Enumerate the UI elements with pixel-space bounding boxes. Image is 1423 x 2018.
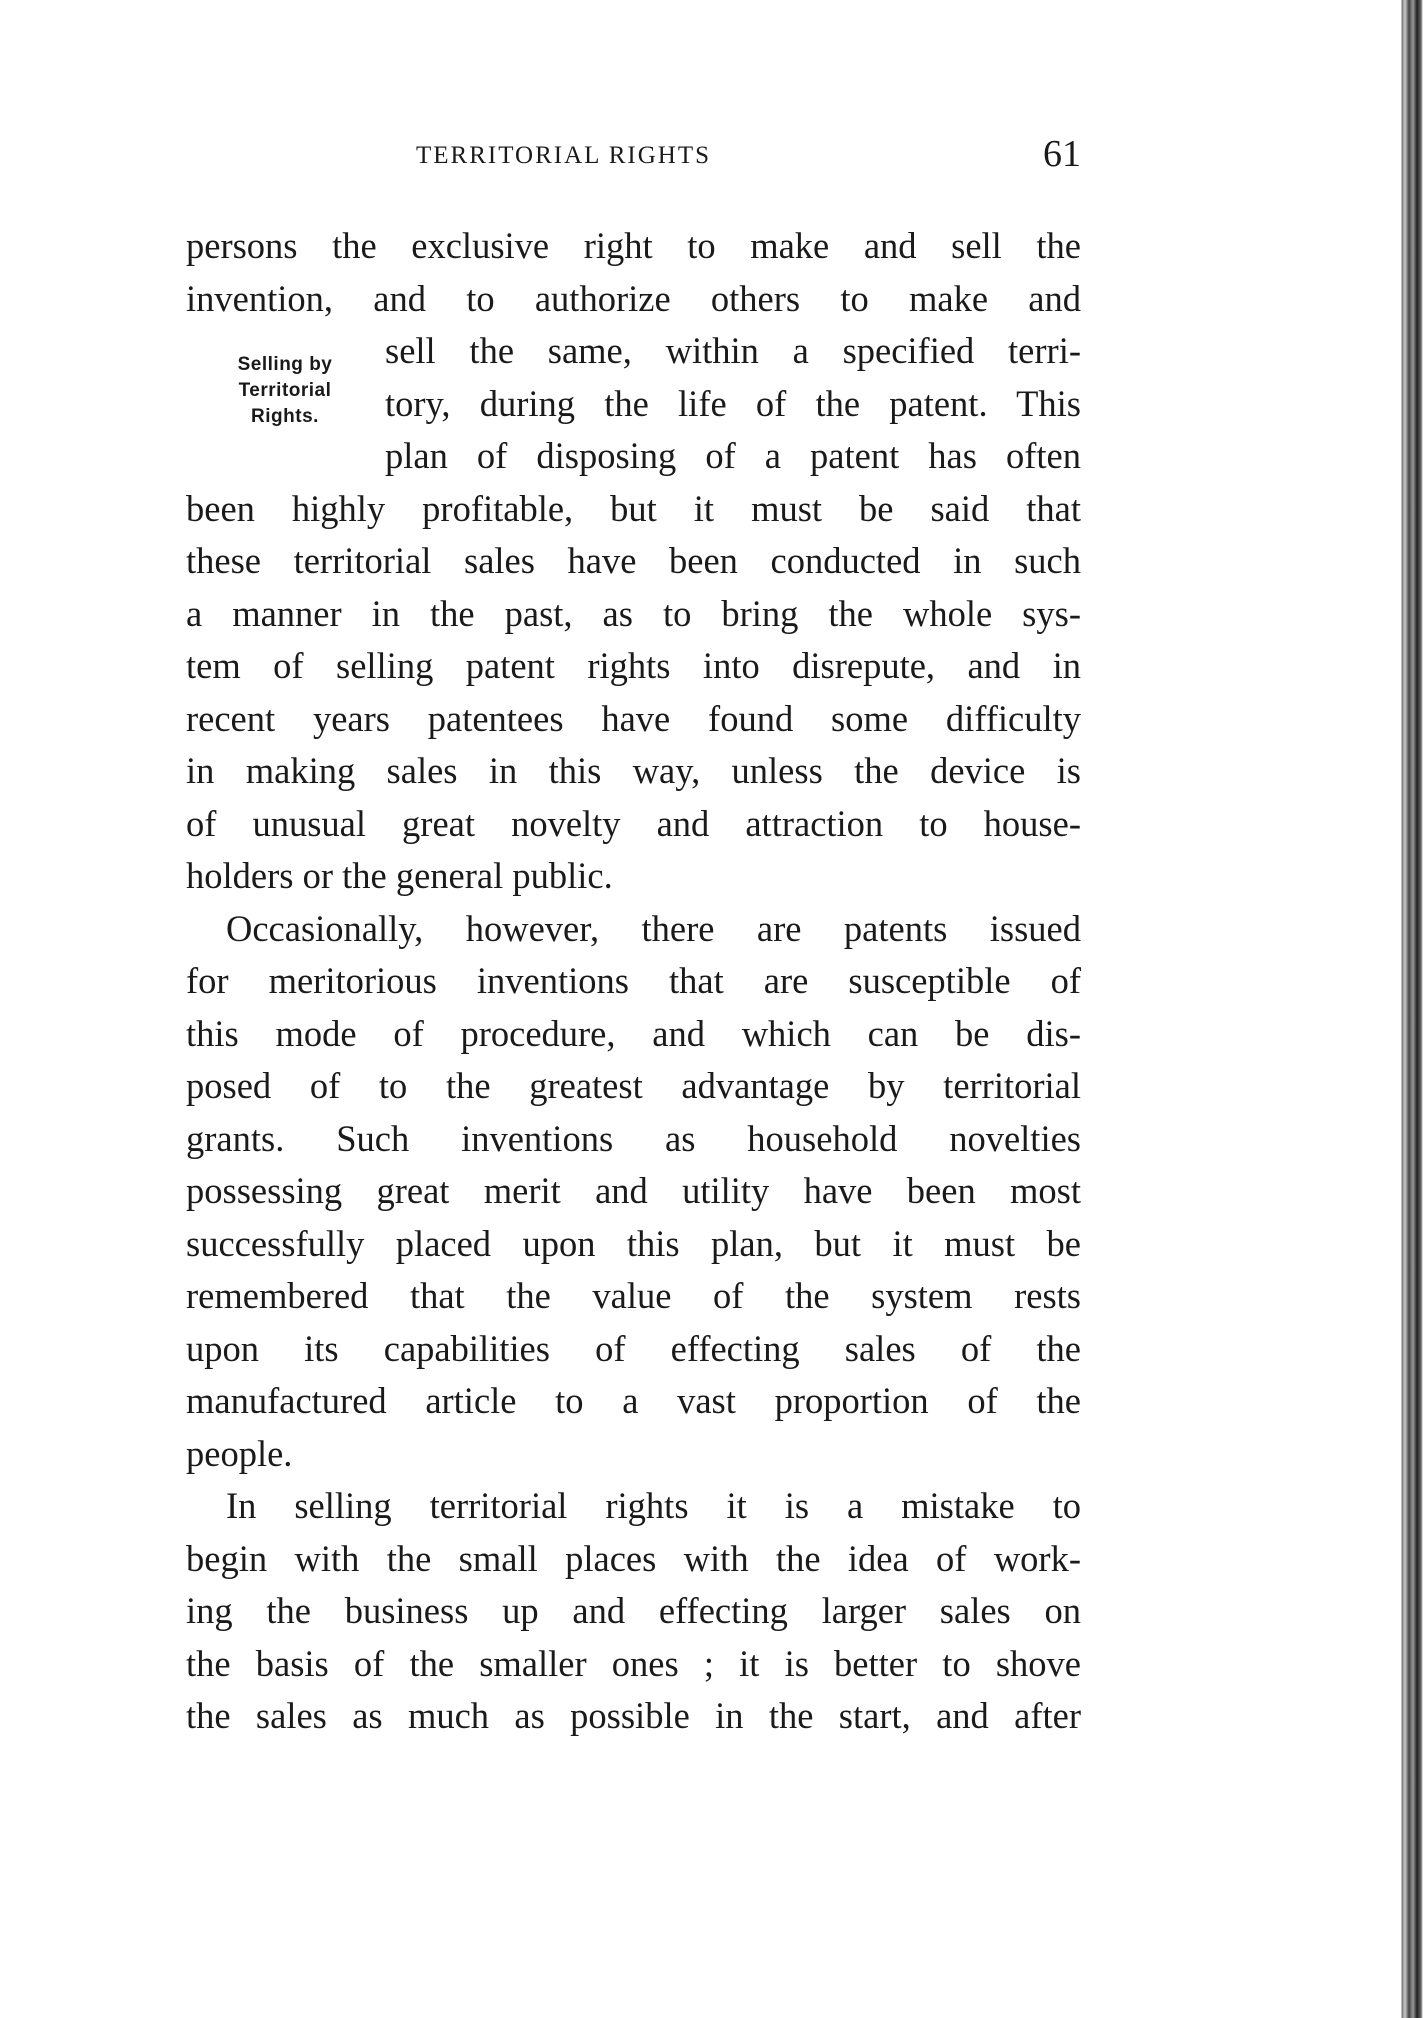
text-line: sell the same, within a specified terri- xyxy=(385,330,1081,371)
margin-note-line: Selling by xyxy=(237,354,333,375)
text-line: tory, during the life of the patent. This xyxy=(385,382,1081,424)
text-line: In selling territorial rights it is a mistake to xyxy=(226,1485,1081,1526)
text-line: in making sales in this way, unless the device is xyxy=(186,750,1081,791)
text-line: successfully placed upon this plan, but it must be xyxy=(186,1222,1081,1264)
text-line: the sales as much as possible in the start, and after xyxy=(186,1695,1081,1736)
text-line: manufactured article to a vast proportion of the xyxy=(186,1380,1081,1421)
text-line: recent years patentees have found some difficulty xyxy=(186,697,1081,739)
margin-note xyxy=(205,352,365,430)
text-line: the basis of the smaller ones ; it is better to shove xyxy=(186,1642,1081,1684)
margin-note-line: Territorial xyxy=(238,380,332,401)
page-number: 61 xyxy=(1043,133,1081,175)
text-line: posed of to the greatest advantage by territorial xyxy=(186,1065,1081,1106)
text-line: a manner in the past, as to bring the whole sys- xyxy=(186,592,1081,634)
page-header xyxy=(186,133,1081,176)
text-line: of unusual great novelty and attraction to house- xyxy=(186,802,1081,844)
text-line: possessing great merit and utility have been most xyxy=(186,1170,1081,1211)
text-line: holders or the general public. xyxy=(186,855,613,896)
text-line: been highly profitable, but it must be said that xyxy=(186,487,1081,529)
book-binding-edge xyxy=(1397,0,1423,2018)
text-line: plan of disposing of a patent has often xyxy=(385,435,1081,476)
text-line: these territorial sales have been conducted in such xyxy=(186,540,1081,581)
margin-note-line: Rights. xyxy=(251,406,319,427)
text-line: ing the business up and effecting larger sales on xyxy=(186,1590,1081,1631)
text-line: upon its capabilities of effecting sales of the xyxy=(186,1327,1081,1369)
text-line: remembered that the value of the system rests xyxy=(186,1275,1081,1316)
text-line: this mode of procedure, and which can be dis- xyxy=(186,1012,1081,1054)
text-line: persons the exclusive right to make and sell the xyxy=(186,225,1081,266)
text-line: grants. Such inventions as household novelties xyxy=(186,1117,1081,1159)
text-line: for meritorious inventions that are susceptible of xyxy=(186,960,1081,1001)
running-head: TERRITORIAL RIGHTS xyxy=(416,142,712,169)
text-line: people. xyxy=(186,1432,293,1474)
text-line: begin with the small places with the idea of work- xyxy=(186,1537,1081,1579)
text-line: Occasionally, however, there are patents issued xyxy=(226,907,1081,949)
text-line: invention, and to authorize others to make and xyxy=(186,277,1081,319)
text-line: tem of selling patent rights into disrepute, and in xyxy=(186,645,1081,686)
